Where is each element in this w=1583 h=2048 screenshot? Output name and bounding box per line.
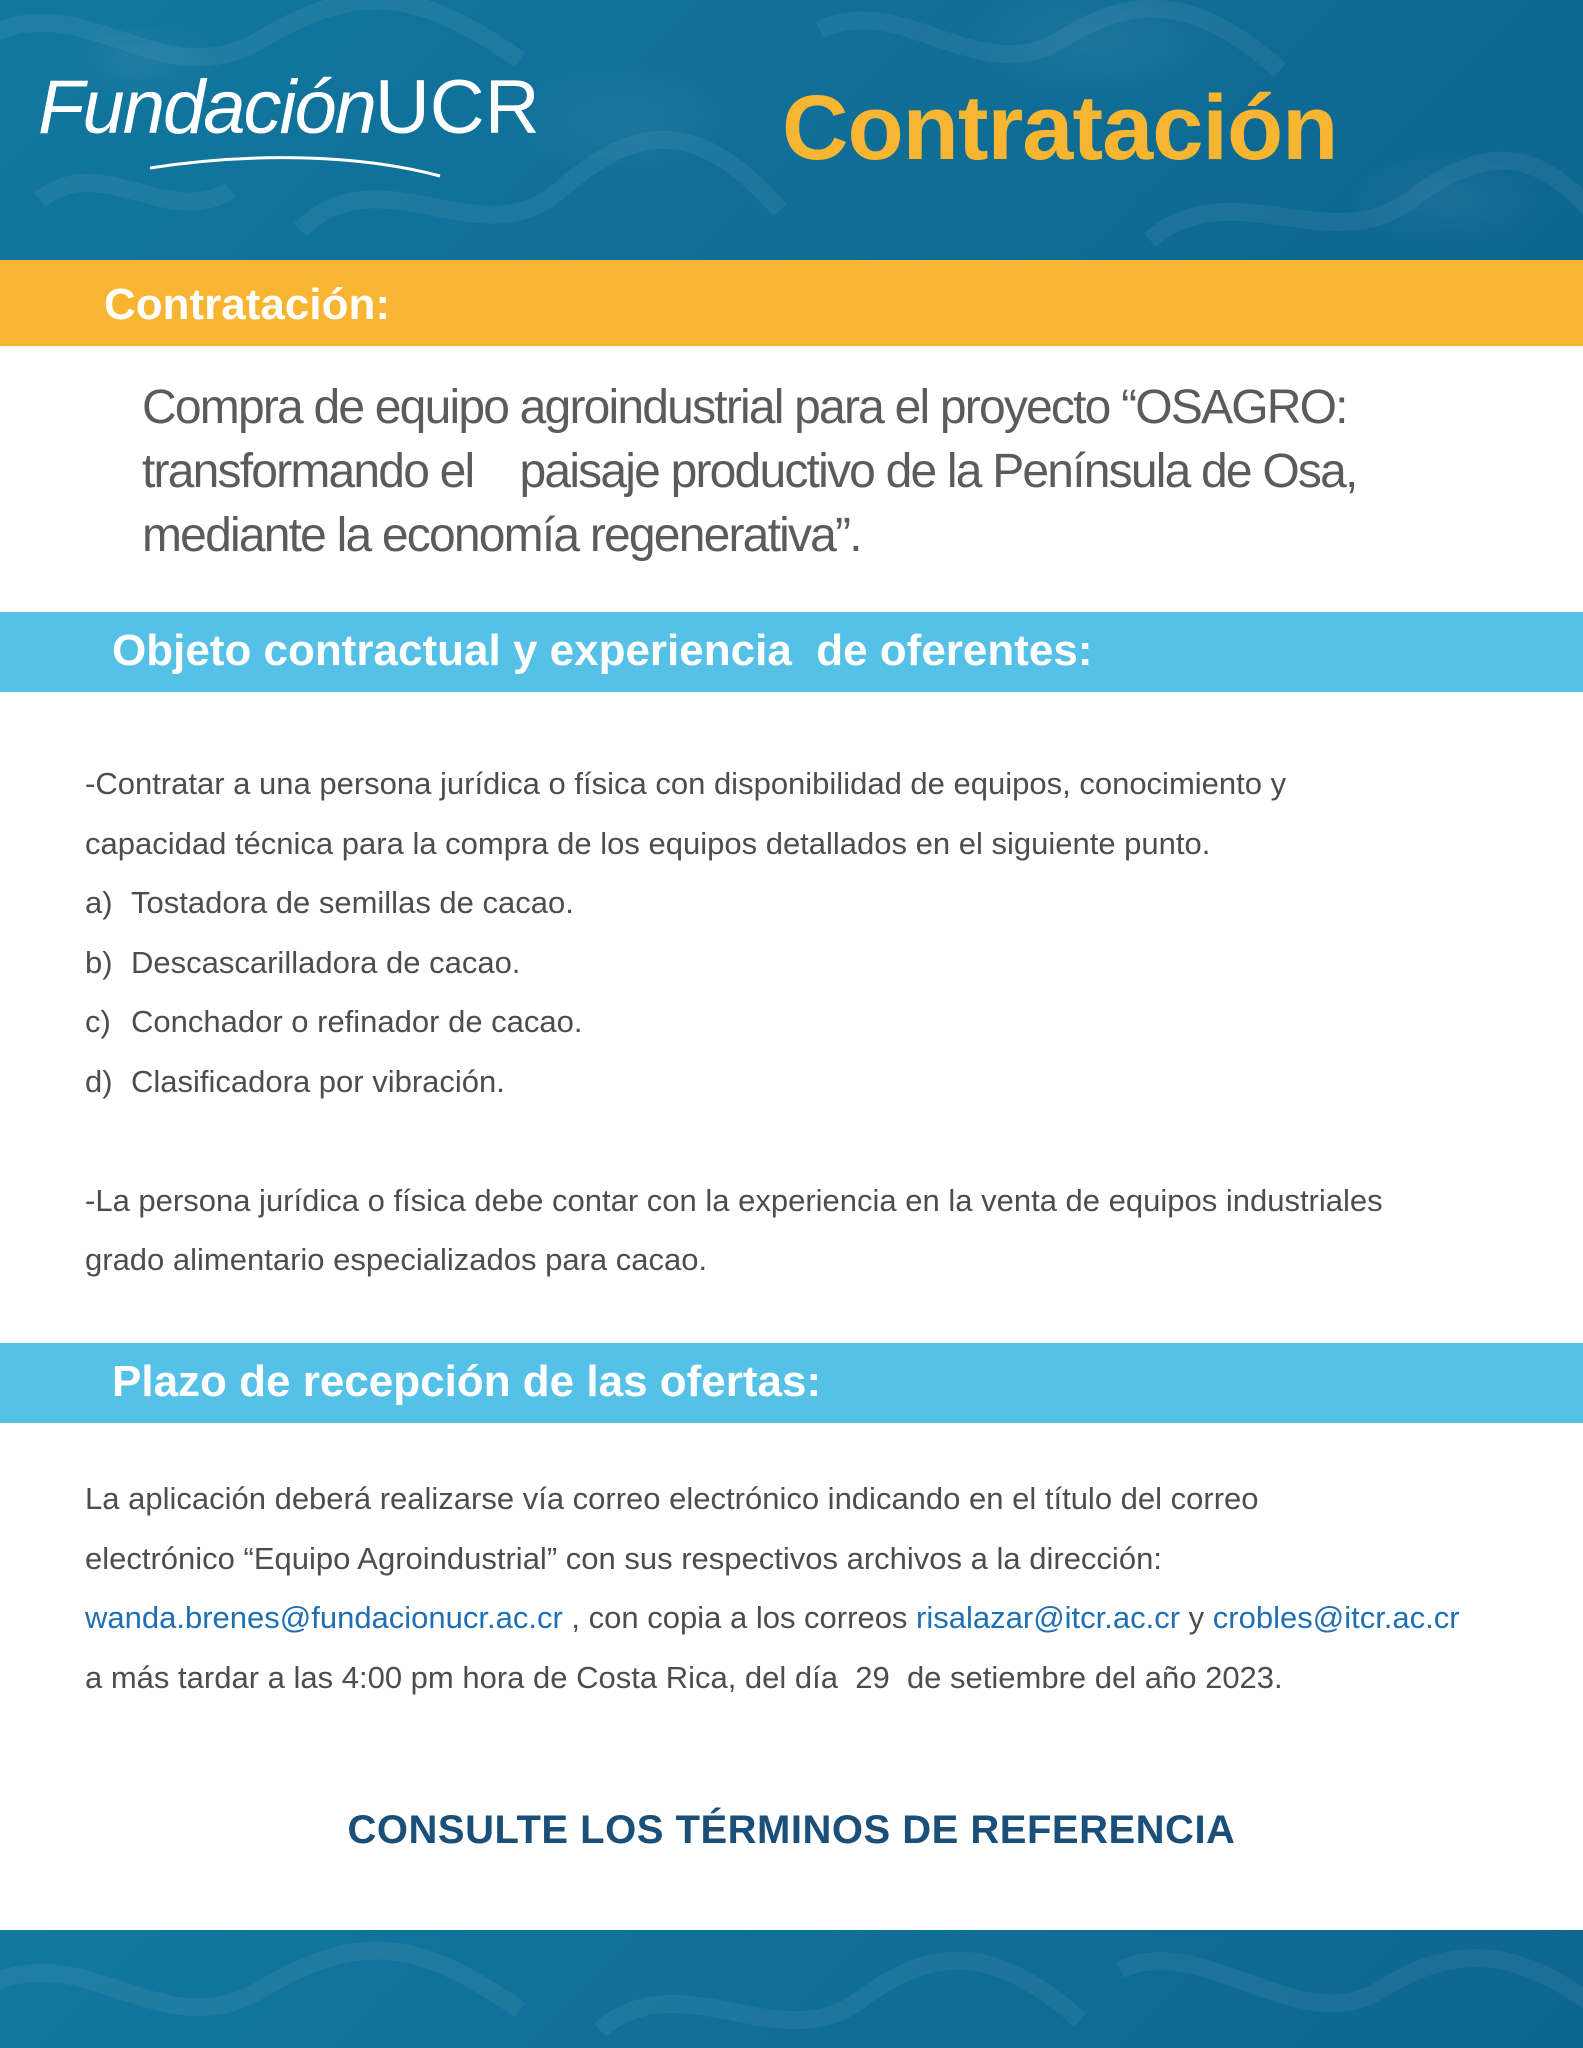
list-item-text: Tostadora de semillas de cacao. xyxy=(131,885,574,920)
logo-caps-text: UCR xyxy=(374,65,540,150)
terms-of-reference-link[interactable]: CONSULTE LOS TÉRMINOS DE REFERENCIA xyxy=(347,1808,1236,1852)
description-line: transformando el paisaje productivo de la Península de Osa, xyxy=(142,445,1357,498)
section-contratacion-band xyxy=(0,260,1583,346)
objeto-paragraph-line: capacidad técnica para la compra de los equipos detallados en el siguiente punto. xyxy=(85,825,1211,861)
email-link-risalazar[interactable]: risalazar@itcr.ac.cr xyxy=(916,1600,1181,1635)
email-link-wanda[interactable]: wanda.brenes@fundacionucr.ac.cr xyxy=(85,1600,563,1635)
description-line: mediante la economía regenerativa”. xyxy=(142,509,861,562)
description-line: Compra de equipo agroindustrial para el proyecto “OSAGRO: xyxy=(142,381,1347,434)
objeto-paragraph-line: -La persona jurídica o física debe contar con la experiencia en la venta de equipos industriales xyxy=(85,1182,1383,1218)
plazo-line: La aplicación deberá realizarse vía correo electrónico indicando en el título del correo xyxy=(85,1481,1259,1516)
list-item-label: a) xyxy=(85,885,113,920)
plazo-line: a más tardar a las 4:00 pm hora de Costa Rica, del día 29 de setiembre del año 2023. xyxy=(85,1659,1283,1695)
section-objeto-band xyxy=(0,612,1583,692)
list-item-label: b) xyxy=(85,944,113,980)
objeto-body xyxy=(85,754,1515,1290)
list-item xyxy=(85,933,1515,993)
list-item-label: c) xyxy=(85,1004,111,1039)
section-contratacion-heading: Contratación: xyxy=(104,280,390,329)
footer-pattern xyxy=(0,1930,1583,2048)
list-item-text: Conchador o refinador de cacao. xyxy=(131,1004,583,1039)
logo-swoosh-icon xyxy=(150,150,450,180)
plazo-connector-text: y xyxy=(1180,1600,1213,1635)
section-plazo-band xyxy=(0,1343,1583,1423)
section-objeto-heading: Objeto contractual y experiencia de oferentes: xyxy=(112,626,1093,675)
list-item-text: Clasificadora por vibración. xyxy=(131,1063,505,1099)
plazo-body xyxy=(85,1469,1515,1707)
objeto-paragraph-line: -Contratar a una persona jurídica o física con disponibilidad de equipos, conocimiento y xyxy=(85,766,1287,801)
plazo-connector-text: , con copia a los correos xyxy=(562,1600,917,1635)
fundacion-ucr-logo xyxy=(38,65,540,150)
plazo-contacts-line xyxy=(85,1588,1515,1648)
spacer xyxy=(85,1111,1515,1171)
list-item xyxy=(85,873,1515,933)
list-item xyxy=(85,992,1515,1052)
header-title: Contratación xyxy=(782,77,1338,179)
section-plazo-heading: Plazo de recepción de las ofertas: xyxy=(112,1357,822,1406)
list-item-label: d) xyxy=(85,1063,113,1099)
list-item xyxy=(85,1052,1515,1112)
header-banner xyxy=(0,0,1583,262)
list-item-text: Descascarilladora de cacao. xyxy=(131,944,521,980)
contract-description xyxy=(142,376,1482,568)
plazo-line: electrónico “Equipo Agroindustrial” con sus respectivos archivos a la dirección: xyxy=(85,1540,1162,1576)
logo-script-text: Fundación xyxy=(38,65,375,150)
footer-banner xyxy=(0,1930,1583,2048)
email-link-crobles[interactable]: crobles@itcr.ac.cr xyxy=(1212,1600,1460,1635)
objeto-paragraph-line: grado alimentario especializados para cacao. xyxy=(85,1242,708,1277)
